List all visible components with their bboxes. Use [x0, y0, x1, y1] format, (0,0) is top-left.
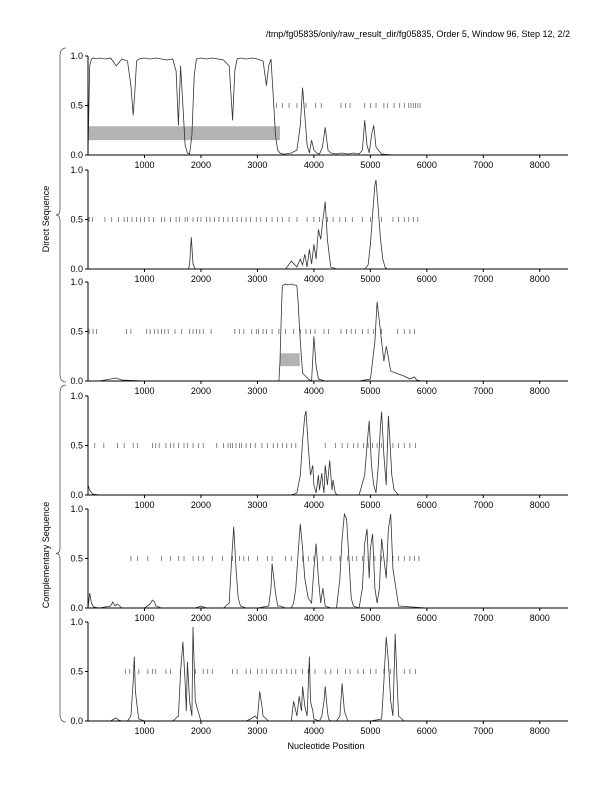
x-tick-label: 8000 — [529, 500, 550, 510]
x-tick-label: 7000 — [473, 386, 494, 396]
panel-1 — [70, 51, 568, 170]
x-tick-label: 3000 — [247, 274, 268, 284]
x-tick-label: 2000 — [190, 386, 211, 396]
x-axis-label: Nucleotide Position — [287, 741, 365, 751]
highlight-box — [280, 353, 300, 366]
panel-6 — [70, 617, 568, 736]
y-tick-label: 0.0 — [70, 490, 83, 500]
x-tick-label: 1000 — [134, 386, 155, 396]
series-line — [88, 284, 568, 381]
page-title: /tmp/fg05835/only/raw_result_dir/fg05835, Order 5, Window 96, Step 12, 2/2 — [265, 29, 570, 39]
series-line — [88, 514, 568, 608]
direct-sequence-label: Direct Sequence — [41, 185, 51, 253]
x-tick-label: 1000 — [134, 500, 155, 510]
y-tick-label: 0.0 — [70, 376, 83, 386]
x-tick-label: 3000 — [247, 726, 268, 736]
x-tick-label: 2000 — [190, 613, 211, 623]
group-brackets — [56, 48, 66, 722]
x-tick-label: 4000 — [303, 386, 324, 396]
series-line — [88, 411, 568, 495]
y-tick-label: 0.5 — [70, 326, 83, 337]
x-tick-label: 8000 — [529, 160, 550, 170]
series-line — [88, 627, 568, 721]
y-tick-label: 0.5 — [70, 100, 83, 111]
x-tick-label: 1000 — [134, 726, 155, 736]
y-tick-label: 1.0 — [70, 165, 83, 175]
x-tick-label: 8000 — [529, 726, 550, 736]
y-tick-label: 1.0 — [70, 617, 83, 627]
panel-5 — [70, 504, 568, 623]
x-tick-label: 3000 — [247, 386, 268, 396]
group-bracket — [56, 385, 66, 722]
panel-4 — [70, 391, 568, 510]
x-tick-label: 8000 — [529, 274, 550, 284]
y-tick-label: 0.5 — [70, 666, 83, 677]
x-tick-label: 8000 — [529, 386, 550, 396]
x-tick-label: 7000 — [473, 500, 494, 510]
x-tick-label: 6000 — [416, 160, 437, 170]
x-tick-label: 3000 — [247, 500, 268, 510]
x-tick-label: 7000 — [473, 274, 494, 284]
y-tick-label: 0.0 — [70, 603, 83, 613]
y-tick-label: 1.0 — [70, 51, 83, 61]
y-tick-label: 0.5 — [70, 553, 83, 564]
x-tick-label: 6000 — [416, 500, 437, 510]
x-tick-label: 6000 — [416, 613, 437, 623]
x-tick-label: 2000 — [190, 500, 211, 510]
x-tick-label: 7000 — [473, 160, 494, 170]
x-tick-label: 5000 — [360, 274, 381, 284]
x-tick-label: 5000 — [360, 726, 381, 736]
y-tick-label: 1.0 — [70, 391, 83, 401]
x-tick-label: 6000 — [416, 386, 437, 396]
x-tick-label: 1000 — [134, 274, 155, 284]
x-tick-label: 6000 — [416, 274, 437, 284]
series-line — [88, 58, 568, 155]
y-tick-label: 1.0 — [70, 277, 83, 287]
x-tick-label: 2000 — [190, 160, 211, 170]
y-tick-label: 1.0 — [70, 504, 83, 514]
y-tick-label: 0.0 — [70, 150, 83, 160]
x-tick-label: 3000 — [247, 613, 268, 623]
x-tick-label: 1000 — [134, 613, 155, 623]
x-tick-label: 4000 — [303, 500, 324, 510]
x-tick-label: 4000 — [303, 160, 324, 170]
x-tick-label: 4000 — [303, 274, 324, 284]
y-tick-label: 0.0 — [70, 264, 83, 274]
x-tick-label: 7000 — [473, 613, 494, 623]
x-tick-label: 4000 — [303, 613, 324, 623]
x-tick-label: 2000 — [190, 726, 211, 736]
x-tick-label: 2000 — [190, 274, 211, 284]
x-tick-label: 3000 — [247, 160, 268, 170]
group-bracket — [56, 48, 66, 382]
x-tick-label: 4000 — [303, 726, 324, 736]
panel-3 — [70, 277, 568, 396]
y-tick-label: 0.5 — [70, 214, 83, 225]
complementary-sequence-label: Complementary Sequence — [41, 501, 51, 609]
y-tick-label: 0.0 — [70, 716, 83, 726]
x-tick-label: 1000 — [134, 160, 155, 170]
x-tick-label: 5000 — [360, 500, 381, 510]
x-tick-label: 5000 — [360, 160, 381, 170]
y-tick-label: 0.5 — [70, 440, 83, 451]
panels — [70, 51, 568, 736]
panel-2 — [70, 165, 568, 284]
series-line — [88, 180, 568, 269]
x-tick-label: 5000 — [360, 386, 381, 396]
x-tick-label: 6000 — [416, 726, 437, 736]
x-tick-label: 8000 — [529, 613, 550, 623]
x-tick-label: 7000 — [473, 726, 494, 736]
x-tick-label: 5000 — [360, 613, 381, 623]
